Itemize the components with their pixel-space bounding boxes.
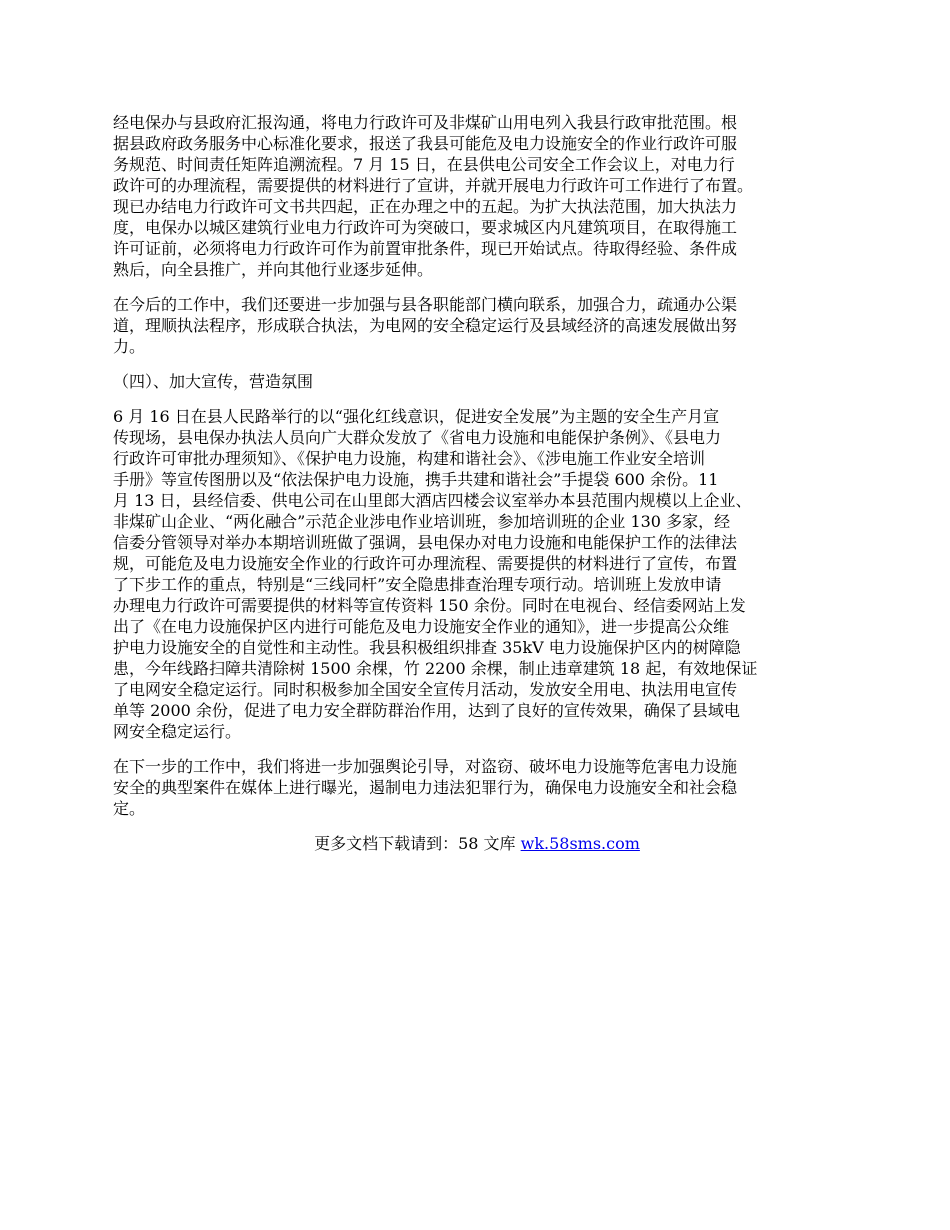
text-line: 出了《在电力设施保护区内进行可能危及电力设施安全作业的通知》，进一步提高公众维	[113, 617, 730, 636]
footer-site-link[interactable]: wk.58sms.com	[520, 834, 640, 853]
text-line: 据县政府政务服务中心标准化要求，报送了我县可能危及电力设施安全的作业行政许可服	[113, 134, 738, 153]
text-line: 政许可的办理流程，需要提供的材料进行了宣讲，并就开展电力行政许可工作进行了布置。	[113, 176, 754, 195]
text-line: 非煤矿山企业、“两化融合”示范企业涉电作业培训班，参加培训班的企业 130 多家，经	[113, 512, 731, 531]
text-line: 手册》等宣传图册以及“依法保护电力设施，携手共建和谐社会”手提袋 600 余份。11	[113, 470, 719, 489]
text-line: 6 月 16 日在县人民路举行的以“强化红线意识，促进安全发展”为主题的安全生产月宣	[113, 407, 720, 426]
section-heading	[113, 371, 841, 392]
text-line: 信委分管领导对举办本期培训班做了强调，县电保办对电力设施和电能保护工作的法律法	[113, 533, 738, 552]
paragraph-next-steps	[113, 756, 841, 819]
text-line: 许可证前，必须将电力行政许可作为前置审批条件，现已开始试点。待取得经验、条件成	[113, 239, 738, 258]
text-line: 网安全稳定运行。	[113, 722, 242, 741]
document-body	[113, 112, 841, 854]
download-footer	[113, 833, 841, 854]
text-line: 在下一步的工作中，我们将进一步加强舆论引导，对盗窃、破坏电力设施等危害电力设施	[113, 757, 738, 776]
text-line: 护电力设施安全的自觉性和主动性。我县积极组织排查 35kV 电力设施保护区内的树障隐	[113, 638, 741, 657]
footer-text: 更多文档下载请到：58 文库	[314, 834, 521, 853]
text-line: 经电保办与县政府汇报沟通，将电力行政许可及非煤矿山用电列入我县行政审批范围。根	[113, 113, 738, 132]
text-line: 了下步工作的重点，特别是“三线同杆”安全隐患排查治理专项行动。培训班上发放申请	[113, 575, 722, 594]
text-line: 道，理顺执法程序，形成联合执法，为电网的安全稳定运行及县域经济的高速发展做出努	[113, 316, 738, 335]
text-line: 月 13 日，县经信委、供电公司在山里郎大酒店四楼会议室举办本县范围内规模以上企业、	[113, 491, 752, 510]
paragraph-administrative-permits	[113, 112, 841, 280]
text-line: 安全的典型案件在媒体上进行曝光，遏制电力违法犯罪行为，确保电力设施安全和社会稳	[113, 778, 738, 797]
text-line: 规，可能危及电力设施安全作业的行政许可办理流程、需要提供的材料进行了宣传，布置	[113, 554, 738, 573]
section-heading-text: （四）、加大宣传，营造氛围	[113, 372, 314, 391]
paragraph-future-work	[113, 294, 841, 357]
text-line: 办理电力行政许可需要提供的材料等宣传资料 150 余份。同时在电视台、经信委网站上发	[113, 596, 746, 615]
text-line: 熟后，向全县推广，并向其他行业逐步延伸。	[113, 260, 434, 279]
paragraph-publicity	[113, 406, 841, 742]
text-line: 度，电保办以城区建筑行业电力行政许可为突破口，要求城区内凡建筑项目，在取得施工	[113, 218, 738, 237]
text-line: 定。	[113, 799, 146, 818]
text-line: 传现场，县电保办执法人员向广大群众发放了《省电力设施和电能保护条例》、《县电力	[113, 428, 722, 447]
text-line: 现已办结电力行政许可文书共四起，正在办理之中的五起。为扩大执法范围，加大执法力	[113, 197, 738, 216]
text-line: 力。	[113, 337, 146, 356]
text-line: 单等 2000 余份，促进了电力安全群防群治作用，达到了良好的宣传效果，确保了县域电	[113, 701, 740, 720]
text-line: 在今后的工作中，我们还要进一步加强与县各职能部门横向联系，加强合力，疏通办公渠	[113, 295, 738, 314]
text-line: 行政许可审批办理须知》、《保护电力设施，构建和谐社会》、《涉电施工作业安全培训	[113, 449, 706, 468]
text-line: 了电网安全稳定运行。同时积极参加全国安全宣传月活动，发放安全用电、执法用电宣传	[113, 680, 738, 699]
text-line: 务规范、时间责任矩阵追溯流程。7 月 15 日，在县供电公司安全工作会议上，对电力行	[113, 155, 735, 174]
text-line: 患，今年线路扫障共清除树 1500 余棵，竹 2200 余棵，制止违章建筑 18 起，有效地保证	[113, 659, 758, 678]
